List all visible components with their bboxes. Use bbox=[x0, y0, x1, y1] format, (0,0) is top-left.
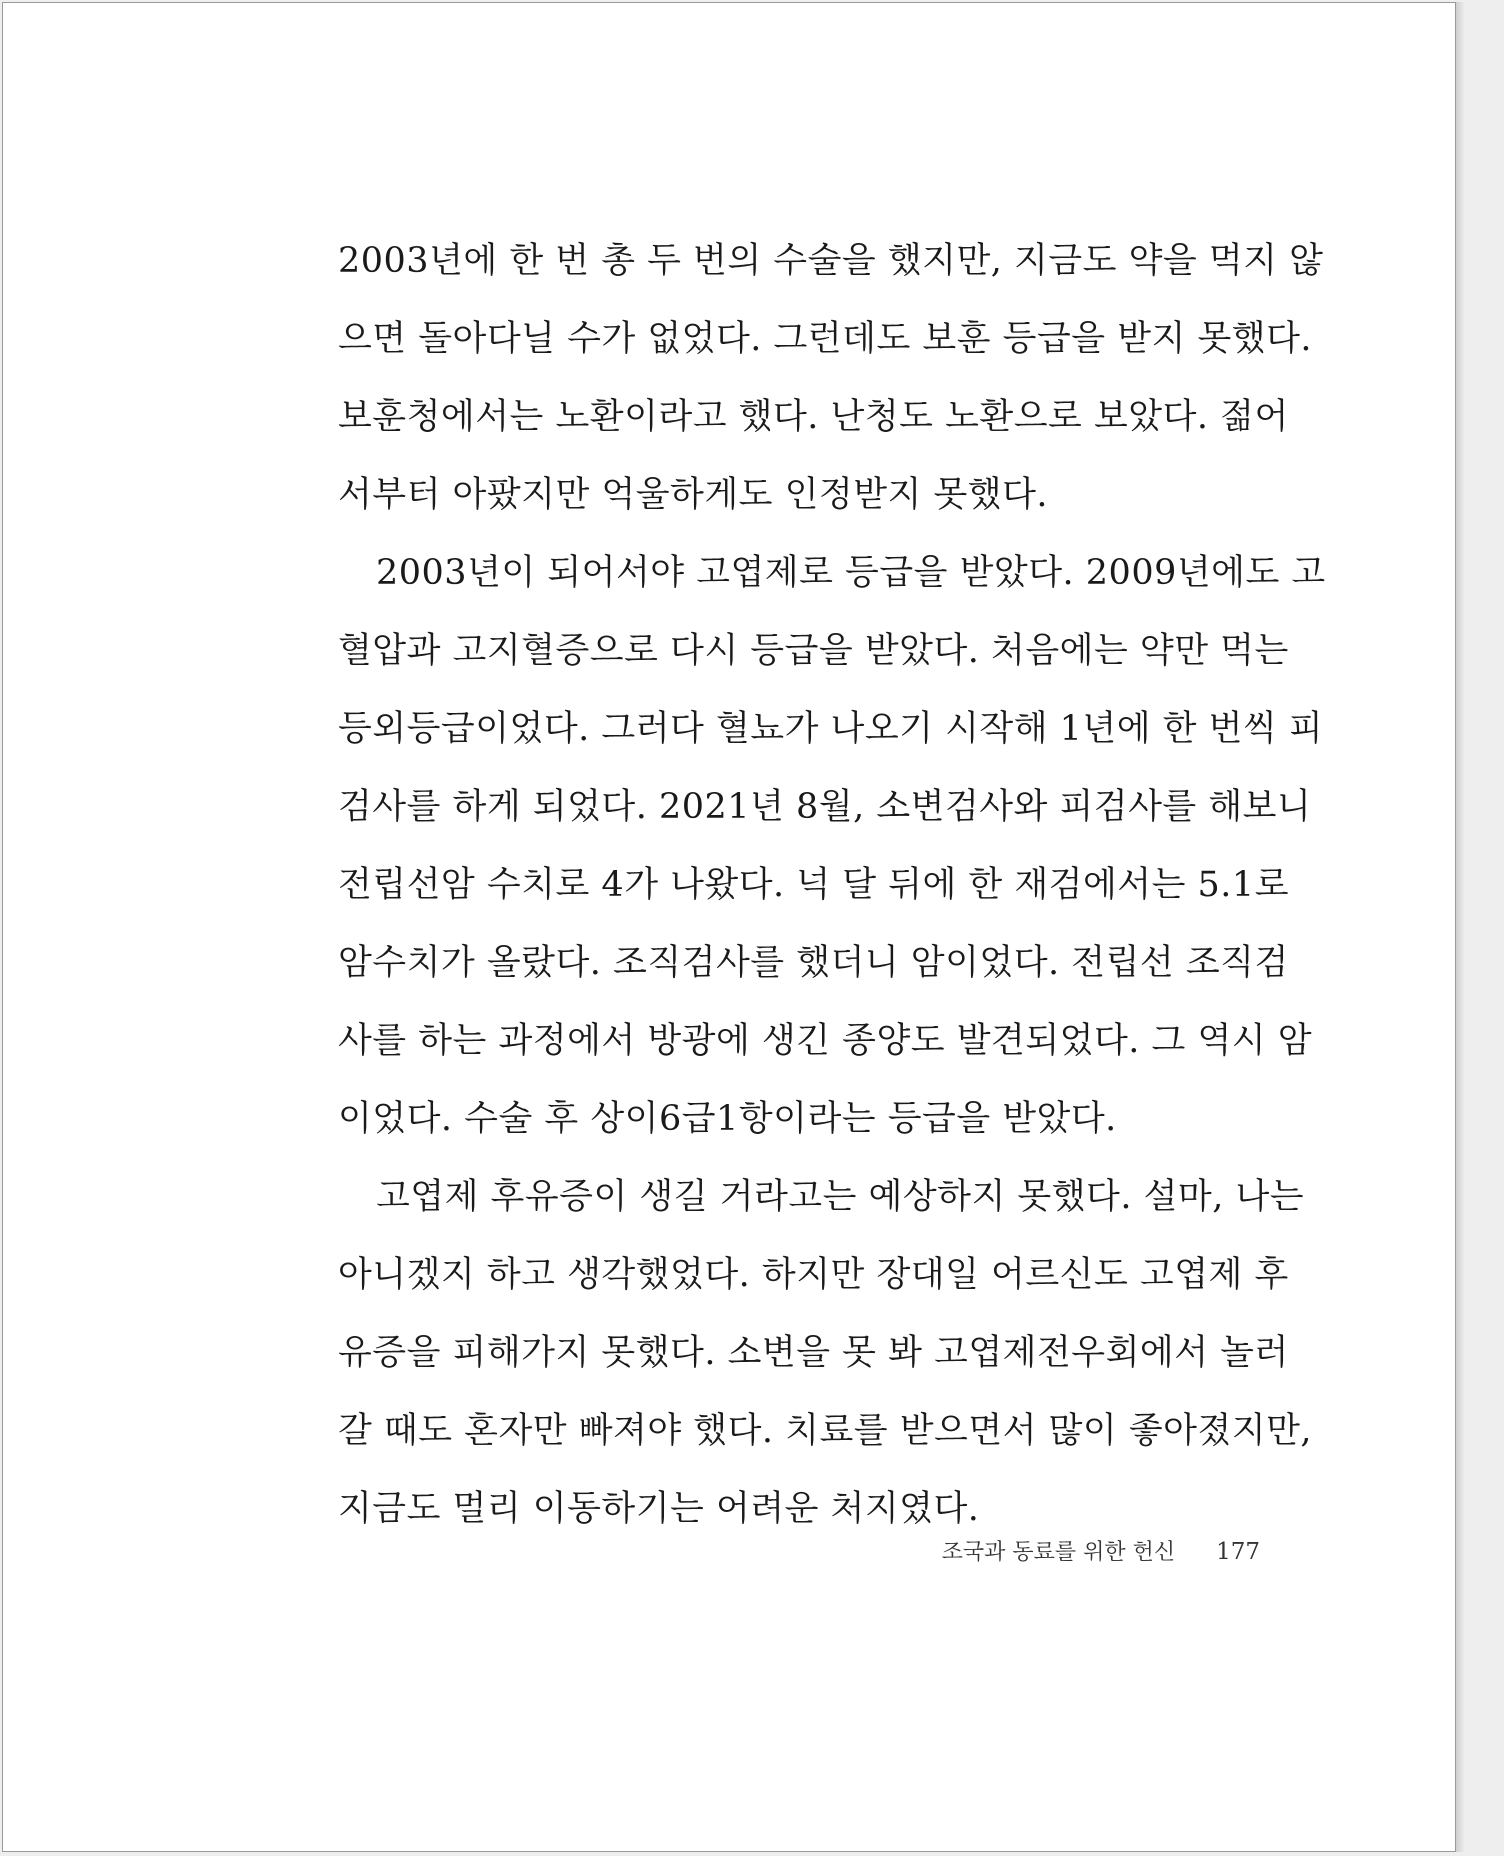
text-line: 이었다. 수술 후 상이6급1항이라는 등급을 받았다. bbox=[338, 1099, 1117, 1139]
text-line: 검사를 하게 되었다. 2021년 8월, 소변검사와 피검사를 해보니 bbox=[338, 787, 1312, 827]
text-line: 고엽제 후유증이 생길 거라고는 예상하지 못했다. 설마, 나는 bbox=[376, 1177, 1305, 1217]
text-line: 으면 돌아다닐 수가 없었다. 그런데도 보훈 등급을 받지 못했다. bbox=[338, 319, 1313, 359]
text-line: 서부터 아팠지만 억울하게도 인정받지 못했다. bbox=[338, 475, 1049, 515]
text-line: 전립선암 수치로 4가 나왔다. 넉 달 뒤에 한 재검에서는 5.1로 bbox=[338, 865, 1290, 905]
chapter-title: 조국과 동료를 위한 헌신 bbox=[941, 1540, 1176, 1565]
body-text bbox=[338, 222, 1326, 1548]
text-line: 아니겠지 하고 생각했었다. 하지만 장대일 어르신도 고엽제 후 bbox=[338, 1255, 1289, 1295]
text-line: 보훈청에서는 노환이라고 했다. 난청도 노환으로 보았다. 젊어 bbox=[338, 397, 1289, 437]
page-edge-shadow bbox=[1456, 2, 1466, 1852]
text-line: 갈 때도 혼자만 빠져야 했다. 치료를 받으면서 많이 좋아졌지만, bbox=[338, 1411, 1313, 1451]
text-line: 혈압과 고지혈증으로 다시 등급을 받았다. 처음에는 약만 먹는 bbox=[338, 631, 1289, 671]
text-line: 2003년에 한 번 총 두 번의 수술을 했지만, 지금도 약을 먹지 않 bbox=[338, 241, 1324, 281]
text-line: 2003년이 되어서야 고엽제로 등급을 받았다. 2009년에도 고 bbox=[376, 553, 1326, 593]
page-footer bbox=[942, 1536, 1260, 1568]
page-number: 177 bbox=[1216, 1539, 1260, 1565]
text-line: 지금도 멀리 이동하기는 어려운 처지였다. bbox=[338, 1489, 980, 1529]
text-line: 등외등급이었다. 그러다 혈뇨가 나오기 시작해 1년에 한 번씩 피 bbox=[338, 709, 1324, 749]
text-line: 사를 하는 과정에서 방광에 생긴 종양도 발견되었다. 그 역시 암 bbox=[338, 1021, 1313, 1061]
text-line: 암수치가 올랐다. 조직검사를 했더니 암이었다. 전립선 조직검 bbox=[338, 943, 1289, 983]
text-line: 유증을 피해가지 못했다. 소변을 못 봐 고엽제전우회에서 놀러 bbox=[338, 1333, 1289, 1373]
